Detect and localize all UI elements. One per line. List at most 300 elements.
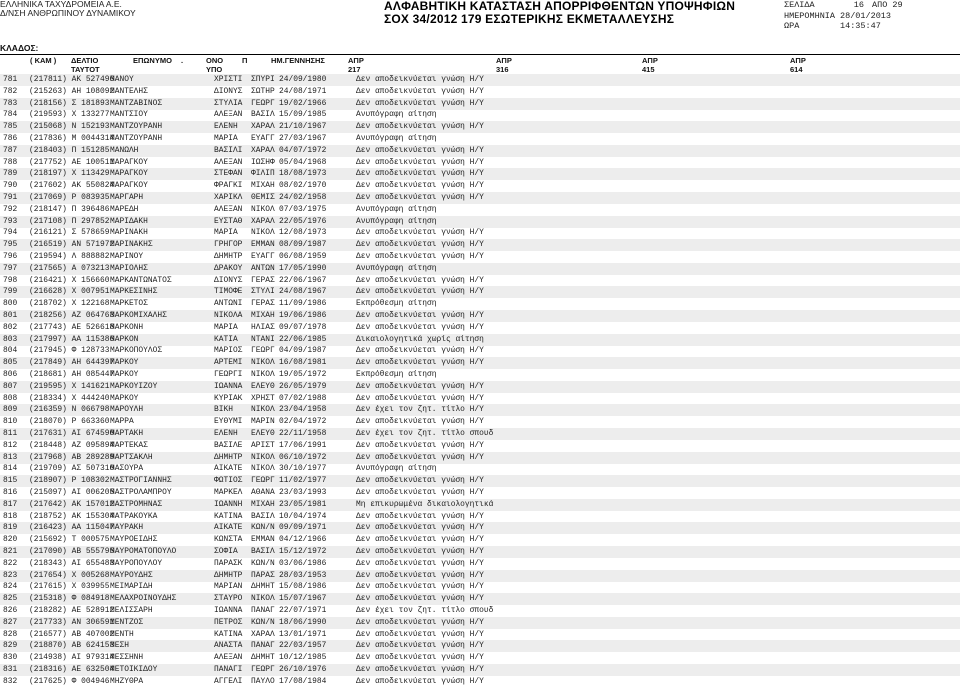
row-birthdate: 17/05/1990 [279,263,327,273]
row-fathername: ΠΑΝΑΓ [251,641,275,651]
row-firstname: ΑΙΚΑΤΕ [214,464,243,474]
table-row [0,310,960,322]
row-birthdate: 02/04/1972 [279,417,327,427]
row-firstname: ΔΗΜΗΤΡ [214,452,243,462]
row-surname: ΜΑΡΚΟΝ [110,334,139,344]
org-department: Δ/ΝΣΗ ΑΝΘΡΩΠΙΝΟΥ ΔΥΝΑΜΙΚΟΥ [0,8,136,18]
row-rejection-reason: Ανυπόγραφη αίτηση [356,263,437,273]
row-surname: ΜΑΡΚΟΠΟΥΛΟΣ [110,346,163,356]
table-row [0,204,960,216]
row-rejection-reason: Δεν αποδεικνύεται γνώση Η/Υ [356,75,484,84]
row-firstname: ΦΩΤΙΟΣ [214,476,243,486]
row-id: (218907) Ρ 108302 [29,476,110,486]
row-id: (215068) Ν 152193 [29,122,110,132]
row-birthdate: 22/11/1958 [279,429,327,438]
table-row [0,157,960,169]
row-firstname: ΑΡΤΕΜΙ [214,358,243,368]
table-row [0,216,960,228]
row-fathername: ΧΑΡΑΛ [251,629,275,639]
row-number: 803 [3,334,18,344]
row-firstname: ΓΡΗΓΟΡ [214,240,243,250]
row-birthdate: 04/12/1966 [279,535,327,545]
table-row [0,463,960,475]
row-id: (217836) Μ 0044314 [29,134,115,143]
row-id: (217631) ΑΙ 674590 [29,429,115,438]
row-surname: ΜΑΥΡΟΠΟΥΛΟΥ [110,558,163,568]
table-row [0,640,960,652]
row-firstname: ΝΙΚΟΛΑ [214,311,243,320]
col-gennisis: ΗΜ.ΓΕΝΝΗΣΗΣ [271,56,325,65]
row-number: 810 [3,417,18,427]
row-firstname: ΔΡΑΚΟΥ [214,263,243,273]
row-fathername: ΓΕΩΡΓ [251,665,275,674]
row-rejection-reason: Ανυπόγραφη αίτηση [356,204,437,214]
row-surname: ΜΑΝΟΥ [110,75,134,84]
row-birthdate: 04/07/1972 [279,145,327,155]
row-id: (217615) Χ 039955 [29,582,110,592]
row-birthdate: 21/10/1967 [279,122,327,132]
row-number: 783 [3,98,18,108]
row-rejection-reason: Δεν αποδεικνύεται γνώση Η/Υ [356,570,484,580]
row-fathername: ΕΥΑΓΓ [251,252,275,261]
row-fathername: ΒΑΣΙΛ [251,547,275,556]
row-id: (218403) Π 151285 [29,145,110,155]
row-birthdate: 28/03/1953 [279,570,327,580]
row-birthdate: 24/09/1980 [279,75,327,84]
row-birthdate: 07/02/1988 [279,393,327,403]
row-rejection-reason: Δεν αποδεικνύεται γνώση Η/Υ [356,582,484,592]
row-id: (214938) ΑΙ 979314 [29,653,115,663]
row-firstname: ΜΑΡΚΕΛ [214,488,243,497]
table-row [0,381,960,393]
row-number: 802 [3,322,18,332]
row-id: (216421) Χ 156660 [29,275,110,285]
row-rejection-reason: Δεν αποδεικνύεται γνώση Η/Υ [356,181,484,191]
row-fathername: ΝΤΑΝΙ [251,334,275,344]
row-fathername: ΓΕΩΡΓ [251,476,275,486]
row-birthdate: 15/07/1967 [279,594,327,604]
row-number: 828 [3,629,18,639]
row-birthdate: 18/06/1990 [279,617,327,627]
row-rejection-reason: Δεν αποδεικνύεται γνώση Η/Υ [356,665,484,674]
row-id: (215097) ΑΙ 006205 [29,488,115,497]
time-label: ΩΡΑ [784,21,800,31]
row-number: 793 [3,216,18,226]
row-birthdate: 22/05/1976 [279,216,327,226]
row-birthdate: 15/12/1972 [279,547,327,556]
table-row [0,581,960,593]
row-firstname: ΣΤΑΥΡΟ [214,594,243,604]
row-number: 789 [3,169,18,179]
row-birthdate: 10/04/1974 [279,511,327,521]
row-id: (217968) ΑΒ 289289 [29,452,115,462]
table-row [0,393,960,405]
row-birthdate: 11/02/1977 [279,476,327,486]
table-row [0,676,960,688]
row-surname: ΜΑΡΚΑΝΤΩΝΑΤΟΣ [110,275,172,285]
row-id: (217602) ΑΚ 550824 [29,181,115,191]
table-row [0,345,960,357]
row-surname: ΜΑΡΑΓΚΟΥ [110,169,148,179]
row-id: (218147) Π 396486 [29,204,110,214]
row-firstname: ΕΛΕΝΗ [214,122,238,132]
row-fathername: ΠΑΝΑΓ [251,606,275,615]
row-rejection-reason: Δεν αποδεικνύεται γνώση Η/Υ [356,311,484,320]
row-birthdate: 22/06/1985 [279,334,327,344]
row-birthdate: 15/08/1986 [279,582,327,592]
col-apr-1: ΑΠΡ [348,56,364,65]
row-number: 791 [3,193,18,202]
row-rejection-reason: Δεν αποδεικνύεται γνώση Η/Υ [356,275,484,285]
report-meta [784,0,903,32]
row-firstname: ΣΟΦΙΑ [214,547,238,556]
row-number: 824 [3,582,18,592]
date-info [784,11,903,22]
row-fathername: ΙΩΣΗΦ [251,157,275,167]
table-row [0,369,960,381]
row-firstname: ΚΑΤΙΝΑ [214,511,243,521]
row-fathername: ΒΑΣΙΛ [251,511,275,521]
row-surname: ΜΑΡΚΟΥΙΖΟΥ [110,381,158,391]
row-number: 781 [3,75,18,84]
row-firstname: ΕΥΣΤΑΘ [214,216,243,226]
col-taytot: ΤΑΥΤΟΤ [71,65,100,74]
row-number: 805 [3,358,18,368]
row-rejection-reason: Δεν αποδεικνύεται γνώση Η/Υ [356,653,484,663]
row-number: 800 [3,299,18,309]
table-row [0,664,960,676]
row-id: (218197) Χ 113429 [29,169,110,179]
row-rejection-reason: Δεν αποδεικνύεται γνώση Η/Υ [356,193,484,202]
row-fathername: ΝΙΚΟΛ [251,370,275,379]
row-fathername: ΕΜΜΑΝ [251,535,275,545]
row-id: (218070) Ρ 663360 [29,417,110,427]
row-rejection-reason: Ανυπόγραφη αίτηση [356,216,437,226]
row-fathername: ΝΙΚΟΛ [251,228,275,238]
row-firstname: ΣΤΕΦΑΝ [214,169,243,179]
row-rejection-reason: Δεν αποδεικνύεται γνώση Η/Υ [356,169,484,179]
row-firstname: ΜΑΡΙΑ [214,228,238,238]
row-rejection-reason: Δεν αποδεικνύεται γνώση Η/Υ [356,122,484,132]
row-number: 788 [3,157,18,167]
row-rejection-reason: Δεν αποδεικνύεται γνώση Η/Υ [356,346,484,356]
row-rejection-reason: Δεν αποδεικνύεται γνώση Η/Υ [356,86,484,96]
table-row [0,98,960,110]
row-surname: ΜΑΣΟΥΡΑ [110,464,144,474]
row-fathername: ΕΛΕΥΘ [251,429,275,438]
row-firstname: ΚΥΡΙΑΚ [214,393,243,403]
page-info [784,0,903,11]
row-birthdate: 16/08/1981 [279,358,327,368]
row-firstname: ΧΑΡΙΚΛ [214,193,243,202]
row-id: (218282) ΑΕ 528912 [29,606,115,615]
row-number: 821 [3,547,18,556]
row-surname: ΜΗΖΥΘΡΑ [110,676,144,686]
table-row [0,263,960,275]
table-row [0,322,960,334]
col-ono: ΟΝΟ [206,56,224,65]
row-rejection-reason: Ανυπόγραφη αίτηση [356,464,437,474]
row-fathername: ΑΡΙΣΤ [251,440,275,450]
row-surname: ΜΑΡΙΟΛΗΣ [110,263,148,273]
col-pa: Π [242,56,248,65]
row-rejection-reason: Δεν αποδεικνύεται γνώση Η/Υ [356,98,484,108]
table-row [0,109,960,121]
organization-header [0,0,136,18]
row-surname: ΜΑΣΤΡΟΛΑΜΠΡΟΥ [110,488,172,497]
table-row [0,428,960,440]
row-id: (219709) ΑΣ 507310 [29,464,115,474]
row-rejection-reason: Δεν αποδεικνύεται γνώση Η/Υ [356,157,484,167]
row-number: 804 [3,346,18,356]
row-surname: ΜΑΡΙΝΟΥ [110,252,144,261]
row-number: 811 [3,429,18,438]
table-row [0,357,960,369]
row-id: (217945) Φ 128733 [29,346,110,356]
row-rejection-reason: Δεν έχει τον ζητ. τίτλο Η/Υ [356,405,484,415]
row-birthdate: 23/03/1993 [279,488,327,497]
row-birthdate: 22/07/1971 [279,606,327,615]
row-rejection-reason: Δεν αποδεικνύεται γνώση Η/Υ [356,393,484,403]
row-fathername: ΜΙΧΑΗ [251,499,275,509]
row-id: (217849) ΑΗ 644397 [29,358,115,368]
row-number: 795 [3,240,18,250]
col-apr-2: ΑΠΡ [496,56,512,65]
row-birthdate: 06/10/1972 [279,452,327,462]
col-apr-3: ΑΠΡ [642,56,658,65]
row-surname: ΜΕΣΗ [110,641,129,651]
row-firstname: ΑΛΕΞΑΝ [214,204,243,214]
row-birthdate: 19/02/1966 [279,98,327,108]
row-firstname: ΜΑΡΙΟΣ [214,346,243,356]
row-id: (215692) Τ 000575 [29,535,110,545]
row-fathername: ΜΙΧΑΗ [251,181,275,191]
row-firstname: ΒΑΣΙΛΙ [214,145,243,155]
page-label: ΣΕΛΙΔΑ [784,0,815,10]
row-firstname: ΑΓΓΕΛΙ [214,676,243,686]
row-number: 807 [3,381,18,391]
row-birthdate: 08/09/1987 [279,240,327,250]
table-row [0,86,960,98]
row-id: (216577) ΑΒ 407002 [29,629,115,639]
table-row [0,652,960,664]
row-surname: ΜΑΝΤΖΑΒΙΝΟΣ [110,98,163,108]
col-apr-3-code: 415 [642,65,655,74]
row-surname: ΜΑΡΤΣΑΚΛΗ [110,452,153,462]
col-dot: . [181,56,184,65]
row-fathername: ΓΕΡΑΣ [251,299,275,309]
row-surname: ΜΑΝΤΣΙΟΥ [110,110,148,120]
row-rejection-reason: Δεν αποδεικνύεται γνώση Η/Υ [356,440,484,450]
row-rejection-reason: Δεν αποδεικνύεται γνώση Η/Υ [356,535,484,545]
col-apr-2-code: 316 [496,65,509,74]
col-apr-4: ΑΠΡ [790,56,806,65]
row-rejection-reason: Δεν αποδεικνύεται γνώση Η/Υ [356,594,484,604]
row-surname: ΜΑΡΑΓΚΟΥ [110,181,148,191]
row-surname: ΜΑΥΡΑΚΗ [110,523,144,533]
row-surname: ΜΑΡΕΔΗ [110,204,139,214]
table-row [0,74,960,86]
row-surname: ΜΑΡΚΟΥ [110,393,139,403]
row-rejection-reason: Δεν αποδεικνύεται γνώση Η/Υ [356,252,484,261]
row-number: 799 [3,287,18,297]
row-surname: ΜΑΡΚΟΥ [110,370,139,379]
page-number: 16 [853,0,864,10]
row-rejection-reason: Δεν αποδεικνύεται γνώση Η/Υ [356,358,484,368]
col-eponymo: ΕΠΩΝΥΜΟ [133,56,172,65]
row-fathername: ΣΠΥΡΙ [251,75,275,84]
row-birthdate: 19/06/1986 [279,311,327,320]
table-row [0,298,960,310]
row-id: (219593) Χ 133277 [29,110,110,120]
row-fathername: ΝΙΚΟΛ [251,464,275,474]
row-fathername: ΜΑΡΙΝ [251,417,275,427]
col-kam: ( ΚΑΜ ) [30,56,57,65]
row-number: 816 [3,488,18,497]
row-firstname: ΕΛΕΝΗ [214,429,238,438]
row-surname: ΜΑΝΤΕΛΗΣ [110,86,148,96]
row-fathername: ΘΕΜΙΣ [251,193,275,202]
row-number: 794 [3,228,18,238]
row-id: (217565) Α 073213 [29,263,110,273]
table-row [0,475,960,487]
row-birthdate: 17/06/1991 [279,440,327,450]
table-row [0,605,960,617]
row-number: 798 [3,275,18,285]
row-surname: ΜΑΝΩΛΗ [110,145,139,155]
row-fathername: ΔΗΜΗΤ [251,582,275,592]
row-id: (218156) Σ 181893 [29,98,110,108]
row-id: (218681) ΑΗ 085447 [29,370,115,379]
row-rejection-reason: Δεν αποδεικνύεται γνώση Η/Υ [356,676,484,686]
row-surname: ΜΕΣΣΗΝΗ [110,653,144,663]
row-surname: ΜΕΤΟΙΚΙΔΟΥ [110,665,158,674]
row-birthdate: 19/05/1972 [279,370,327,379]
row-firstname: ΜΑΡΙΑ [214,134,238,143]
row-surname: ΜΑΥΡΟΥΔΗΣ [110,570,153,580]
row-number: 796 [3,252,18,261]
row-rejection-reason: Δεν αποδεικνύεται γνώση Η/Υ [356,145,484,155]
row-birthdate: 24/08/1971 [279,86,327,96]
row-number: 787 [3,145,18,155]
row-fathername: ΚΩΝ/Ν [251,617,275,627]
table-row [0,499,960,511]
row-firstname: ΔΗΜΗΤΡ [214,252,243,261]
row-fathername: ΕΜΜΑΝ [251,240,275,250]
row-number: 785 [3,122,18,132]
row-id: (217733) ΑΝ 306591 [29,617,115,627]
row-firstname: ΑΙΚΑΤΕ [214,523,243,533]
column-headers [0,55,960,75]
row-fathername: ΓΕΩΡΓ [251,346,275,356]
row-rejection-reason: Δεν αποδεικνύεται γνώση Η/Υ [356,558,484,568]
row-fathername: ΝΙΚΟΛ [251,594,275,604]
table-row [0,452,960,464]
row-number: 825 [3,594,18,604]
row-number: 832 [3,676,18,686]
row-surname: ΜΑΡΙΝΑΚΗ [110,228,148,238]
row-birthdate: 18/08/1973 [279,169,327,179]
row-fathername: ΝΙΚΟΛ [251,405,275,415]
row-number: 814 [3,464,18,474]
row-fathername: ΓΕΡΑΣ [251,275,275,285]
row-firstname: ΠΑΡΑΣΚ [214,558,243,568]
table-row [0,629,960,641]
row-number: 812 [3,440,18,450]
row-birthdate: 10/12/1985 [279,653,327,663]
row-rejection-reason: Εκπρόθεσμη αίτηση [356,370,437,379]
row-id: (218343) ΑΙ 655483 [29,558,115,568]
row-rejection-reason: Δεν αποδεικνύεται γνώση Η/Υ [356,641,484,651]
row-surname: ΜΕΙΜΑΡΙΔΗ [110,582,153,592]
row-id: (218334) Χ 444240 [29,393,110,403]
table-row [0,192,960,204]
row-birthdate: 24/02/1958 [279,193,327,202]
row-rejection-reason: Δεν αποδεικνύεται γνώση Η/Υ [356,287,484,297]
row-birthdate: 07/03/1975 [279,204,327,214]
row-fathername: ΝΙΚΟΛ [251,358,275,368]
row-surname: ΜΑΡΡΑ [110,417,134,427]
row-id: (217997) ΑΑ 115386 [29,334,115,344]
row-id: (216519) ΑΝ 571972 [29,240,115,250]
row-birthdate: 09/07/1978 [279,322,327,332]
row-number: 822 [3,558,18,568]
table-row [0,275,960,287]
row-id: (218702) Χ 122168 [29,299,110,309]
row-fathername: ΣΩΤΗΡ [251,86,275,96]
row-number: 831 [3,665,18,674]
row-id: (218752) ΑΚ 155304 [29,511,115,521]
col-ypo: ΥΠΟ [206,65,223,74]
row-surname: ΜΑΡΤΑΚΗ [110,429,144,438]
org-name: ΕΛΛΗΝΙΚΑ ΤΑΧΥΔΡΟΜΕΙΑ Α.Ε. [0,0,122,9]
row-id: (217625) Φ 004946 [29,676,110,686]
row-fathername: ΚΩΝ/Ν [251,558,275,568]
row-surname: ΜΑΡΤΕΚΑΣ [110,440,148,450]
table-row [0,511,960,523]
report-title-line2: ΣΟΧ 34/2012 179 ΕΣΩΤΕΡΙΚΗΣ ΕΚΜΕΤΑΛΛΕΥΣΗΣ [384,12,675,26]
row-fathername: ΧΡΗΣΤ [251,393,275,403]
table-row [0,534,960,546]
row-id: (216628) Χ 007951 [29,287,110,297]
row-rejection-reason: Δεν αποδεικνύεται γνώση Η/Υ [356,228,484,238]
row-id: (217069) Ρ 083935 [29,193,110,202]
row-id: (218870) ΑΒ 624153 [29,641,115,651]
row-surname: ΜΑΣΤΡΟΜΗΝΑΣ [110,499,163,509]
table-row [0,133,960,145]
row-firstname: ΜΑΡΙΑΝ [214,582,243,592]
row-firstname: ΔΗΜΗΤΡ [214,570,243,580]
row-number: 790 [3,181,18,191]
page-of-label: ΑΠΟ [872,0,888,10]
row-firstname: ΑΛΕΞΑΝ [214,157,243,167]
row-number: 792 [3,204,18,214]
klados-label: ΚΛΑΔΟΣ: [0,43,39,53]
row-number: 813 [3,452,18,462]
row-birthdate: 13/01/1971 [279,629,327,639]
row-birthdate: 17/08/1984 [279,676,327,686]
row-firstname: ΓΕΩΡΓΙ [214,370,243,379]
row-id: (217811) ΑΚ 527496 [29,75,115,84]
row-surname: ΜΑΡΙΝΑΚΗΣ [110,240,153,250]
table-row [0,286,960,298]
row-firstname: ΚΑΤΙΝΑ [214,629,243,639]
row-firstname: ΔΙΟΝΥΣ [214,275,243,285]
row-number: 819 [3,523,18,533]
row-number: 829 [3,641,18,651]
row-birthdate: 11/09/1986 [279,299,327,309]
row-id: (218316) ΑΕ 632504 [29,665,115,674]
